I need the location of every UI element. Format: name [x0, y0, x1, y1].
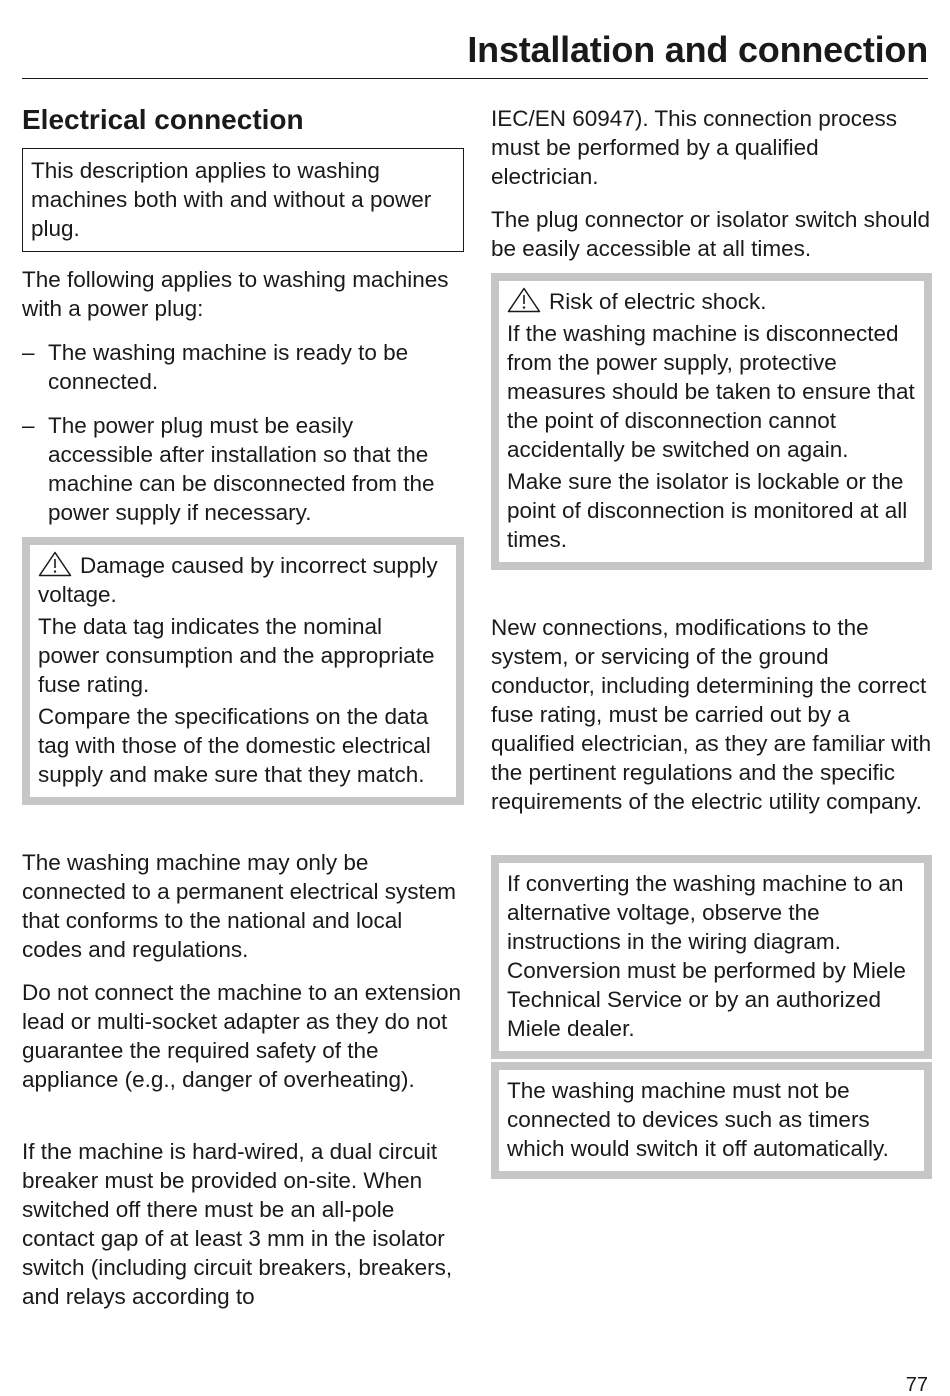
list-dash: – — [22, 413, 35, 438]
shock-warning-box — [491, 273, 932, 570]
section-title: Electrical connection — [22, 104, 304, 135]
extension-lead-paragraph: Do not connect the machine to an extension lead or multi-socket adapter as they do not guarantee the required safety of the appliance (e.g., danger of overheating). — [22, 980, 462, 1092]
list-item-text: The power plug must be easily accessible after installation so that the machine can be disconnected from the power supply if necessary. — [48, 413, 435, 525]
warning-paragraph: The data tag indicates the nominal power consumption and the appropriate fuse rating. — [38, 614, 435, 697]
list-item-text: The washing machine is ready to be connected. — [48, 340, 409, 394]
list-item — [22, 411, 464, 527]
warning-title-text: Risk of electric shock. — [549, 289, 767, 314]
warning-title-text: Damage caused by incorrect supply voltage. — [38, 553, 438, 607]
plug-access-paragraph: The plug connector or isolator switch should be easily accessible at all times. — [491, 207, 930, 261]
list-dash: – — [22, 340, 35, 365]
voltage-warning-box — [22, 537, 464, 805]
page-title: Installation and connection — [467, 29, 928, 70]
conversion-text: If converting the washing machine to an alternative voltage, observe the instructions in the wiring diagram. Conversion must be performed by Miele Technical Service or by an authorized Miele dealer. — [507, 871, 906, 1041]
new-connections-paragraph: New connections, modifications to the system, or servicing of the ground conductor, including determining the correct fuse rating, must be carried out by a qualified electrician, as they are familiar with the pertinent regulations and the specific requirements of the electric utility company. — [491, 615, 932, 814]
warning-paragraph: If the washing machine is disconnected from the power supply, protective measures should be taken to ensure that the point of disconnection cannot accidentally be switched on again. — [507, 321, 915, 462]
warning-paragraph: Compare the specifications on the data tag with those of the domestic electrical supply and make sure that they match. — [38, 704, 431, 787]
timers-text: The washing machine must not be connected to devices such as timers which would switch it off automatically. — [507, 1078, 889, 1161]
page-number: 77 — [905, 1374, 928, 1396]
list-item — [22, 338, 464, 396]
warning-title — [38, 551, 448, 609]
iec-paragraph: IEC/EN 60947). This connection process must be performed by a qualified electrician. — [491, 106, 898, 189]
permanent-system-paragraph: The washing machine may only be connected to a permanent electrical system that conforms to the national and local codes and regulations. — [22, 850, 456, 962]
applicability-note-text: This description applies to washing machines both with and without a power plug. — [31, 158, 432, 241]
applicability-note-box — [22, 148, 464, 252]
warning-triangle-icon — [38, 551, 72, 577]
warning-triangle-icon — [507, 287, 541, 313]
warning-paragraph: Make sure the isolator is lockable or the point of disconnection is monitored at all times. — [507, 469, 908, 552]
page-header — [22, 28, 928, 79]
hard-wired-paragraph: If the machine is hard-wired, a dual circuit breaker must be provided on-site. When switched off there must be an all-pole contact gap of at least 3 mm in the isolator switch (including circuit breakers, breakers, and relays according to — [22, 1139, 453, 1309]
timers-note-box — [491, 1062, 932, 1179]
voltage-conversion-box — [491, 855, 932, 1059]
warning-title — [507, 287, 916, 316]
power-plug-intro: The following applies to washing machines with a power plug: — [22, 267, 449, 321]
